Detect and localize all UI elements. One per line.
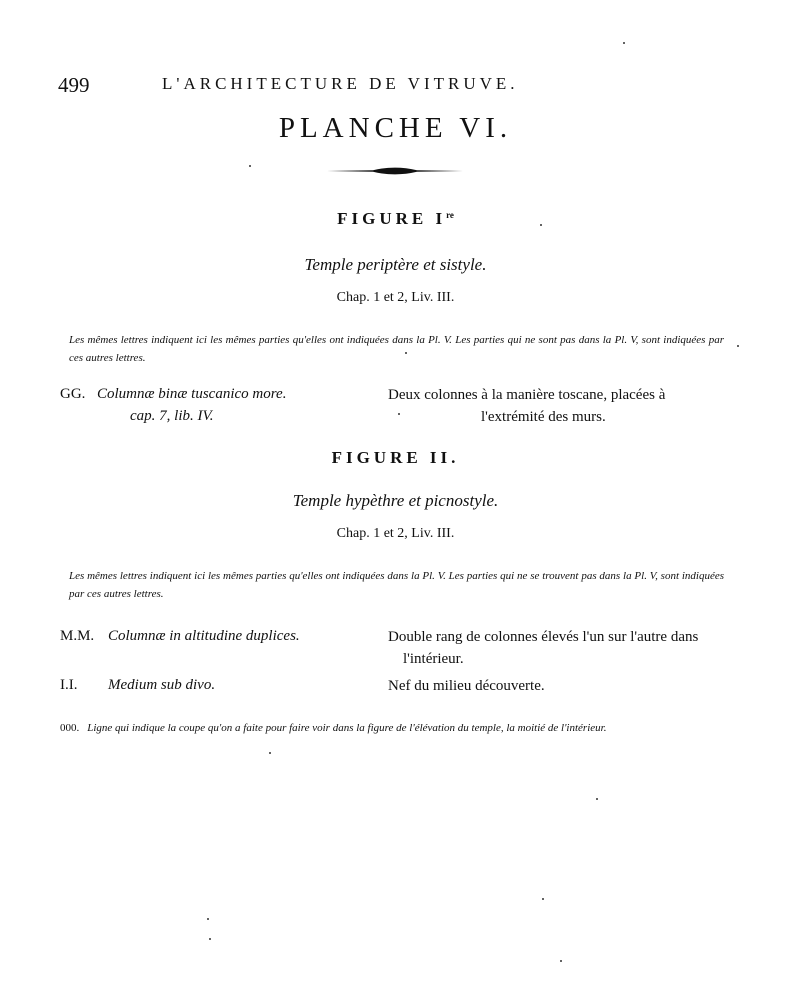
scan-speck — [560, 960, 562, 962]
entry-key-mm: M.M. — [60, 628, 95, 644]
entry-latin-gg-line2: cap. 7, lib. IV. — [130, 408, 214, 424]
scan-speck — [207, 918, 209, 920]
figure-1-note: Les mêmes lettres indiquent ici les mêmes parties qu'elles ont indiquées dans la Pl. V. Les parties qui ne sont pas dans la Pl. V, sont indiquées par ces autres lettres. — [69, 334, 724, 364]
figure-1-heading — [0, 209, 791, 229]
scan-speck — [398, 413, 400, 415]
running-title: L'ARCHITECTURE DE VITRUVE. — [162, 74, 519, 93]
figure-2-chapter: Chap. 1 et 2, Liv. III. — [336, 526, 455, 541]
scan-speck — [623, 42, 625, 44]
entry-french-ii: Nef du milieu découverte. — [388, 678, 545, 694]
entry-latin-gg-line1: Columnæ binæ tuscanico more. — [97, 386, 287, 402]
ornamental-rule-divider — [325, 164, 465, 178]
entry-key-gg: GG. — [60, 386, 86, 402]
figure-1-subtitle: Temple periptère et sistyle. — [304, 255, 487, 274]
figure-1-chapter: Chap. 1 et 2, Liv. III. — [336, 290, 455, 305]
figure-2-note: Les mêmes lettres indiquent ici les mêmes parties qu'elles ont indiquées dans la Pl. V. Les parties qui ne se trouvent pas dans la Pl. V, sont indiquées par ces autres lettres. — [69, 570, 724, 600]
entry-french-gg-line1: Deux colonnes à la manière toscane, placées à — [388, 387, 666, 403]
scan-speck — [542, 898, 544, 900]
entry-french-mm-line2: l'intérieur. — [403, 651, 464, 667]
scan-speck — [405, 352, 407, 354]
footnote-marker: 000. — [60, 722, 80, 734]
entry-latin-ii: Medium sub divo. — [108, 677, 216, 693]
entry-key-ii: I.I. — [60, 677, 78, 693]
page-number: 499 — [58, 73, 90, 97]
scan-speck — [540, 224, 542, 226]
figure-1-heading-text: FIGURE I — [337, 209, 447, 228]
figure-1-heading-sup: re — [446, 210, 454, 220]
entry-latin-mm: Columnæ in altitudine duplices. — [108, 628, 300, 644]
scan-speck — [596, 798, 598, 800]
entry-french-gg-line2: l'extrémité des murs. — [481, 409, 606, 425]
entry-french-mm-line1: Double rang de colonnes élevés l'un sur l'autre dans — [388, 629, 699, 645]
figure-2-subtitle: Temple hypèthre et picnostyle. — [292, 491, 499, 510]
scan-speck — [209, 938, 211, 940]
footnote — [60, 722, 740, 734]
figure-2-heading: FIGURE II. — [331, 448, 460, 467]
scan-speck — [737, 345, 739, 347]
scan-speck — [249, 165, 251, 167]
footnote-text: Ligne qui indique la coupe qu'on a faite pour faire voir dans la figure de l'élévation du temple, la moitié de l'intérieur. — [87, 722, 607, 734]
scan-speck — [269, 752, 271, 754]
plate-title: PLANCHE VI. — [278, 112, 513, 144]
